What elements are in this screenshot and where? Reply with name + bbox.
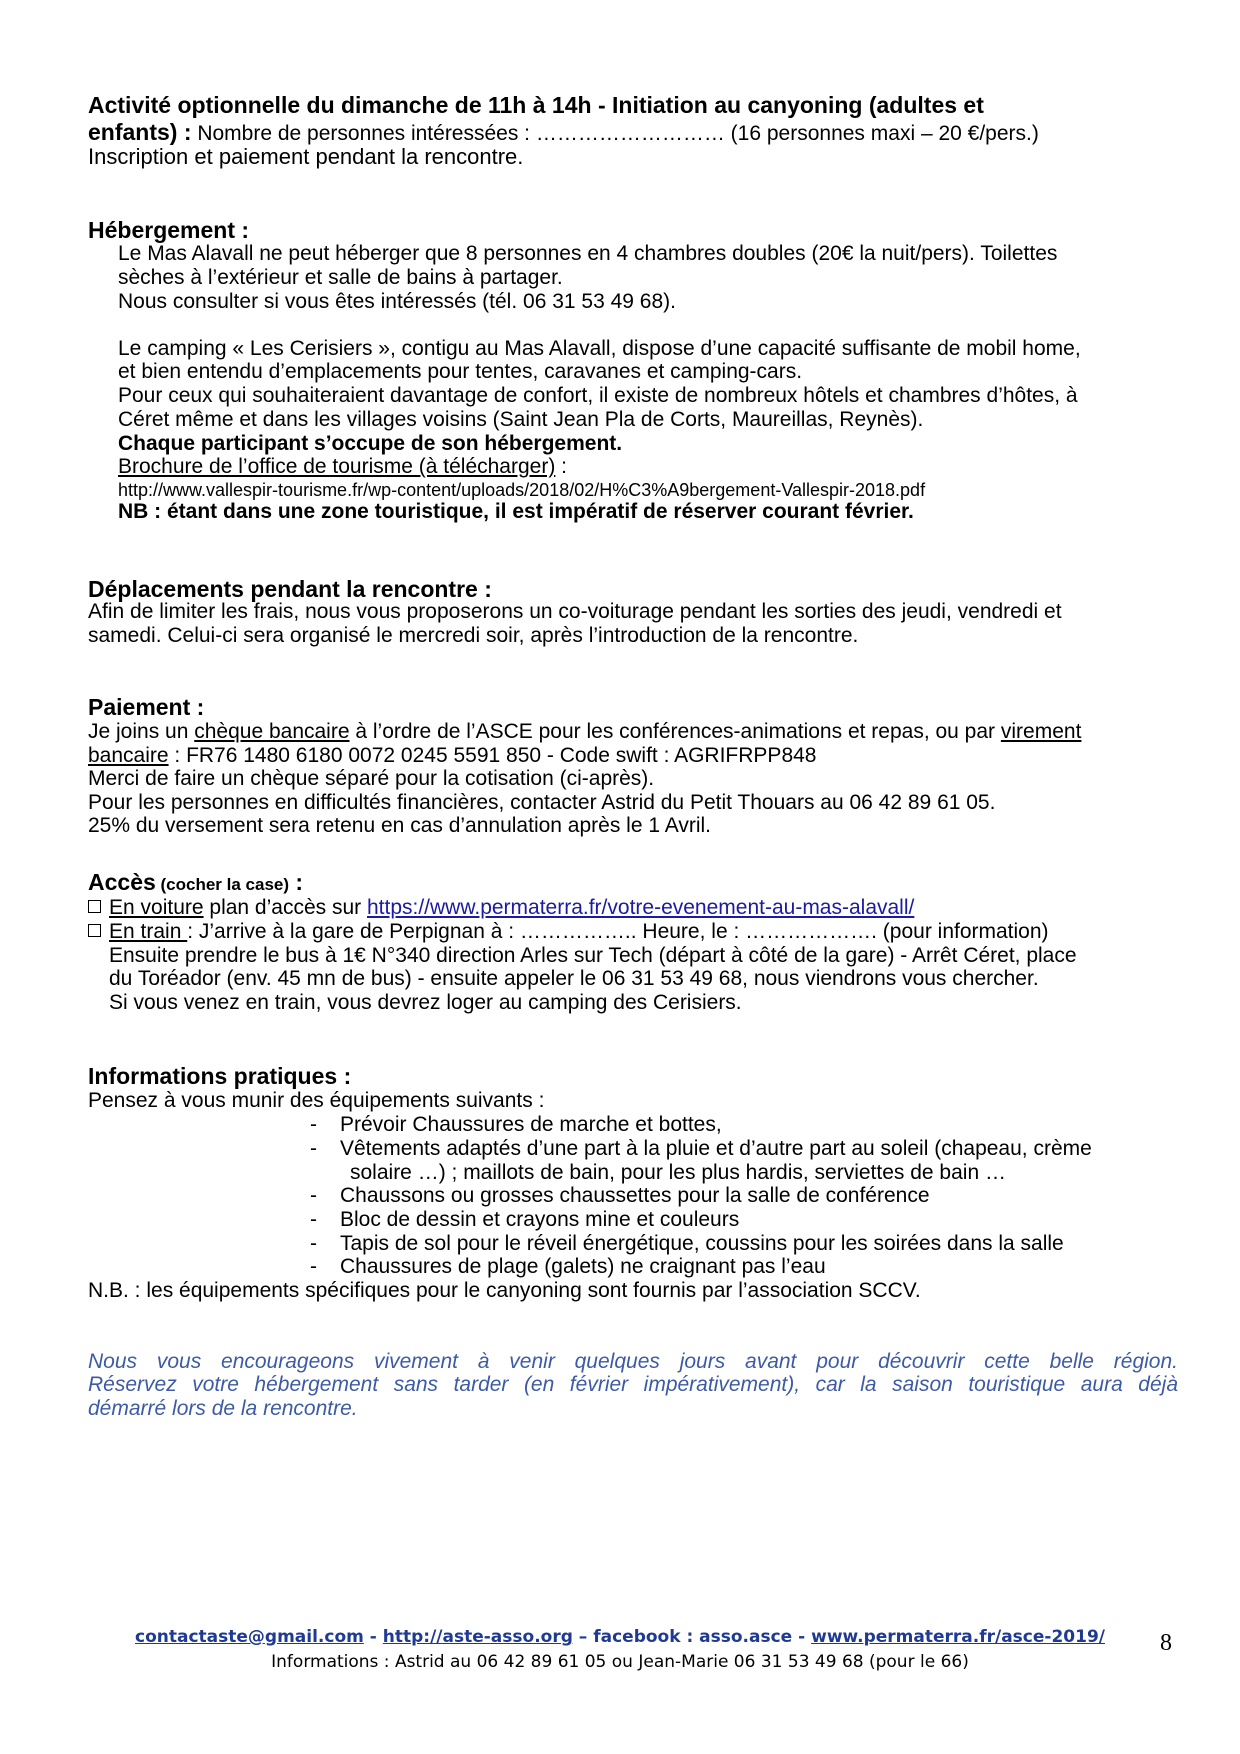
virement-bancaire-cont: bancaire xyxy=(88,744,169,767)
list-item: Tapis de sol pour le réveil énergétique, coussins pour les soirées dans la salle xyxy=(340,1232,1064,1255)
acces-title-end: : xyxy=(289,869,304,895)
encourage-text: Nous vous encourageons vivement à venir quelques jours avant pour découvrir cette belle région. xyxy=(88,1350,1178,1373)
brochure-colon: : xyxy=(555,455,568,478)
paiement-line xyxy=(88,719,1081,745)
acces-text: : J’arrive à la gare de Perpignan à : …………….. Heure, le : ………………. (pour information) xyxy=(187,920,1049,943)
footer-email[interactable]: contactaste@gmail.com xyxy=(135,1627,364,1647)
acces-title xyxy=(88,869,303,898)
brochure-link[interactable]: Brochure de l’office de tourisme (à télécharger) xyxy=(118,455,556,478)
hebergement-text: sèches à l’extérieur et salle de bains à partager. xyxy=(118,266,563,289)
acces-text: Si vous venez en train, vous devrez loger au camping des Cerisiers. xyxy=(109,991,742,1014)
canyoning-count: Nombre de personnes intéressées : ……………………… (16 personnes maxi – 20 €/pers.) xyxy=(191,122,1039,145)
hebergement-nb: NB : étant dans une zone touristique, il est impératif de réserver courant février. xyxy=(118,500,914,523)
paiement-text: à l’ordre de l’ASCE pour les conférences-animations et repas, ou par xyxy=(349,720,1001,743)
paiement-text: Je joins un xyxy=(88,720,195,743)
deplacements-text: samedi. Celui-ci sera organisé le mercredi soir, après l’introduction de la rencontre. xyxy=(88,624,859,647)
acces-voiture-line xyxy=(88,895,914,921)
brochure-url[interactable]: http://www.vallespir-tourisme.fr/wp-content/uploads/2018/02/H%C3%A9bergement-Vallespir-2018.pdf xyxy=(118,480,926,500)
list-dash: - xyxy=(310,1208,317,1231)
page-number: 8 xyxy=(1160,1630,1172,1656)
hebergement-bold-note: Chaque participant s’occupe de son hébergement. xyxy=(118,432,623,455)
iban: : FR76 1480 6180 0072 0245 5591 850 - Code swift : AGRIFRPP848 xyxy=(168,744,817,767)
infos-nb: N.B. : les équipements spécifiques pour le canyoning sont fournis par l’association SCCV. xyxy=(88,1279,921,1302)
list-item: Vêtements adaptés d’une part à la pluie et d’autre part au soleil (chapeau, crème xyxy=(340,1137,1092,1160)
encourage-text: Réservez votre hébergement sans tarder (en février impérativement), car la saison touristique aura déjà xyxy=(88,1373,1178,1396)
canyoning-count-line xyxy=(88,119,1039,147)
acces-title-text: Accès xyxy=(88,869,156,895)
footer-links xyxy=(0,1626,1240,1648)
list-dash: - xyxy=(310,1184,317,1207)
acces-text: plan d’accès sur xyxy=(203,896,367,919)
deplacements-title: Déplacements pendant la rencontre : xyxy=(88,576,492,602)
hebergement-title: Hébergement : xyxy=(88,217,250,243)
paiement-text: Merci de faire un chèque séparé pour la cotisation (ci-après). xyxy=(88,767,655,790)
cheque-bancaire: chèque bancaire xyxy=(194,720,350,743)
list-item: Prévoir Chaussures de marche et bottes, xyxy=(340,1113,722,1136)
footer-permaterra-link[interactable]: www.permaterra.fr/asce-2019/ xyxy=(811,1627,1105,1647)
list-dash: - xyxy=(310,1255,317,1278)
infos-intro: Pensez à vous munir des équipements suivants : xyxy=(88,1089,545,1112)
paiement-title: Paiement : xyxy=(88,694,205,720)
virement-bancaire: virement xyxy=(1000,720,1082,743)
list-item-continuation: solaire …) ; maillots de bain, pour les plus hardis, serviettes de bain … xyxy=(350,1161,1006,1184)
canyoning-title-end: enfants) : xyxy=(88,119,192,145)
footer-contact: Informations : Astrid au 06 42 89 61 05 ou Jean-Marie 06 31 53 49 68 (pour le 66) xyxy=(271,1652,969,1672)
paiement-text: Pour les personnes en difficultés financières, contacter Astrid du Petit Thouars au 06 42 89 61 05. xyxy=(88,791,996,814)
footer-facebook: – facebook : asso.asce - xyxy=(572,1627,812,1647)
footer-site-link[interactable]: http://aste-asso.org xyxy=(382,1627,573,1647)
camping-text: Céret même et dans les villages voisins (Saint Jean Pla de Corts, Maureillas, Reynès). xyxy=(118,408,924,431)
deplacements-text: Afin de limiter les frais, nous vous proposerons un co-voiturage pendant les sorties des jeudi, vendredi et xyxy=(88,600,1062,623)
train-checkbox[interactable] xyxy=(88,924,101,937)
hebergement-text: Le Mas Alavall ne peut héberger que 8 personnes en 4 chambres doubles (20€ la nuit/pers). Toilettes xyxy=(118,242,1058,265)
footer-sep: - xyxy=(363,1627,383,1647)
acces-train-line xyxy=(88,919,1049,945)
list-dash: - xyxy=(310,1137,317,1160)
list-item: Chaussures de plage (galets) ne craignant pas l’eau xyxy=(340,1255,826,1278)
encourage-text: démarré lors de la rencontre. xyxy=(88,1397,358,1420)
camping-text: Le camping « Les Cerisiers », contigu au Mas Alavall, dispose d’une capacité suffisante de mobil home, xyxy=(118,337,1081,360)
hebergement-text: Nous consulter si vous êtes intéressés (tél. 06 31 53 49 68). xyxy=(118,290,676,313)
infos-title: Informations pratiques : xyxy=(88,1063,352,1089)
camping-text: et bien entendu d’emplacements pour tentes, caravanes et camping-cars. xyxy=(118,360,803,383)
list-dash: - xyxy=(310,1232,317,1255)
paiement-text: 25% du versement sera retenu en cas d’annulation après le 1 Avril. xyxy=(88,814,711,837)
acces-title-small: (cocher la case) xyxy=(155,875,290,894)
list-item: Bloc de dessin et crayons mine et couleurs xyxy=(340,1208,740,1231)
list-dash: - xyxy=(310,1113,317,1136)
canyoning-registration: Inscription et paiement pendant la rencontre. xyxy=(88,144,524,169)
voiture-checkbox[interactable] xyxy=(88,900,101,913)
acces-text: du Toréador (env. 45 mn de bus) - ensuite appeler le 06 31 53 49 68, nous viendrons vous chercher. xyxy=(109,967,1039,990)
camping-text: Pour ceux qui souhaiteraient davantage de confort, il existe de nombreux hôtels et chambres d’hôtes, à xyxy=(118,384,1078,407)
acces-map-link[interactable]: https://www.permaterra.fr/votre-evenement-au-mas-alavall/ xyxy=(366,896,915,919)
en-voiture-label: En voiture xyxy=(109,896,204,919)
list-item: Chaussons ou grosses chaussettes pour la salle de conférence xyxy=(340,1184,930,1207)
acces-text: Ensuite prendre le bus à 1€ N°340 direction Arles sur Tech (départ à côté de la gare) - Arrêt Céret, place xyxy=(109,944,1077,967)
canyoning-title: Activité optionnelle du dimanche de 11h à 14h - Initiation au canyoning (adultes et xyxy=(88,92,984,118)
en-train-label: En train xyxy=(109,920,188,943)
